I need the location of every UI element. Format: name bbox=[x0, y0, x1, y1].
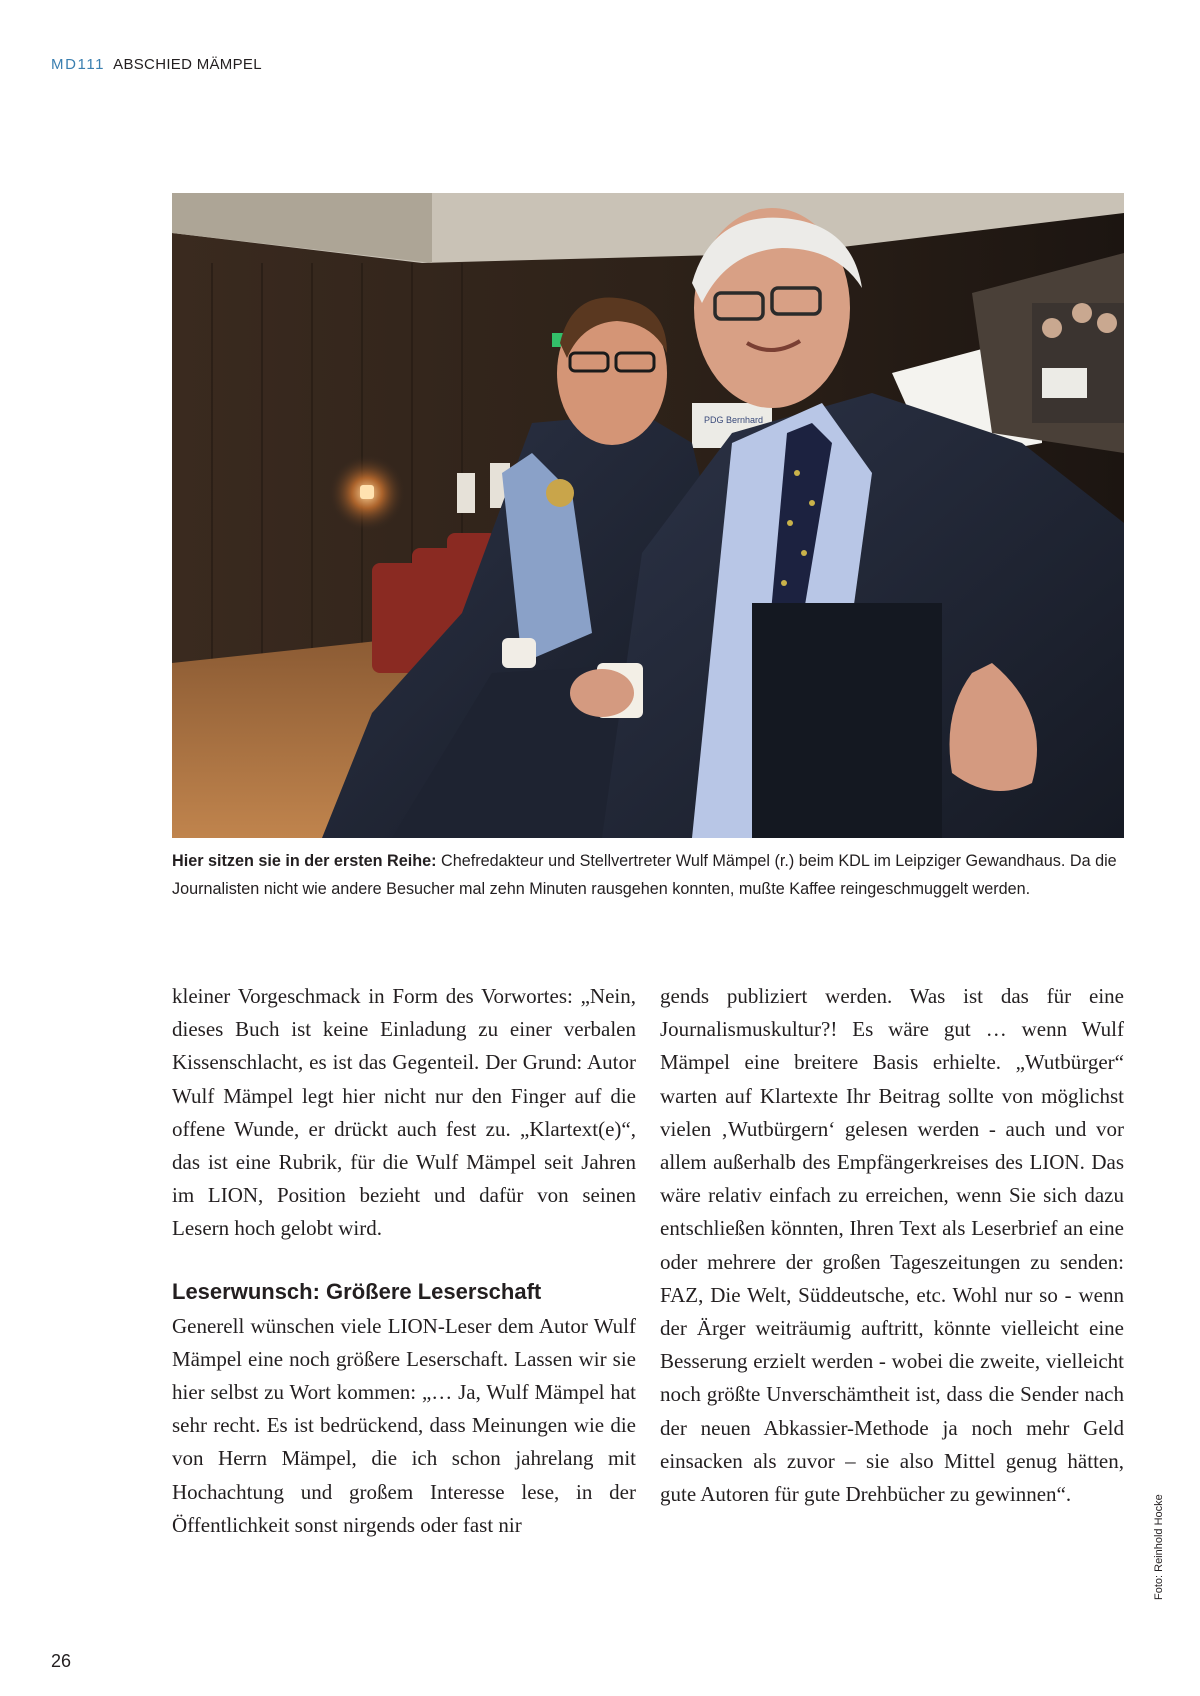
section-title: ABSCHIED MÄMPEL bbox=[113, 56, 262, 73]
article-column-2 bbox=[660, 980, 1124, 1511]
paragraph: Generell wünschen viele LION-Leser dem Autor Wulf Mämpel eine noch größere Leserschaft. Lassen wir sie hier selbst zu Wort kommen: „… Ja, Wulf Mämpel hat sehr recht. Es ist bedrückend, dass Meinungen wie die von Herrn Mämpel, die ich schon jahrelang mit Hochachtung und großem Interesse lese, in der Öffentlichkeit sonst nirgends oder fast nir bbox=[172, 1313, 636, 1537]
photo-illustration bbox=[172, 193, 1124, 838]
photo-caption bbox=[172, 847, 1132, 903]
page-number: 26 bbox=[51, 1651, 72, 1671]
caption-lead: Hier sitzen sie in der ersten Reihe: bbox=[172, 852, 437, 870]
subheading: Leserwunsch: Größere Leserschaft bbox=[172, 1278, 542, 1304]
running-header bbox=[51, 56, 262, 73]
photo-credit: Foto: Reinhold Hocke bbox=[1153, 1494, 1165, 1600]
paragraph: kleiner Vorgeschmack in Form des Vorwortes: „Nein, dieses Buch ist keine Einladung zu einer verbalen Kissenschlacht, es ist das Gegenteil. Der Grund: Autor Wulf Mämpel legt hier nicht nur den Finger auf die offene Wunde, er drückt auch fest zu. „Klartext(e)“, das ist eine Rubrik, für die Wulf Mämpel seit Jahren im LION, Position bezieht und dafür von seinen Lesern hoch gelobt wird. bbox=[172, 984, 636, 1241]
caption-text: Chefredakteur und Stellvertreter Wulf Mämpel (r.) beim KDL im Leipziger Gewandhaus. Da die Journalisten nicht wie andere Besucher mal zehn Minuten rausgehen konnten, mußte Kaffee reingeschmuggelt werden. bbox=[172, 852, 1117, 898]
issue-code: MD111 bbox=[51, 56, 106, 73]
paragraph: gends publiziert werden. Was ist das für eine Journalismuskultur?! Es wäre gut … wenn Wulf Mämpel eine breitere Basis erhielte. „Wutbürger“ warten auf Klartexte Ihr Beitrag sollte von möglichst vielen ‚Wutbürgern‘ gelesen werden - auch und vor allem außerhalb des Empfängerkreises des LION. Das wäre relativ einfach zu erreichen, wenn Sie sich dazu entschließen könnten, Ihren Text als Leserbrief an eine oder mehrere der großen Tageszeitungen zu senden: FAZ, Die Welt, Süddeutsche, etc. Wohl nur so - wenn der Ärger weiträumig auftritt, könnte vielleicht eine Besserung erzielt werden - wobei die zweite, vielleicht noch größte Unverschämtheit ist, dass die Sender nach der neuen Abkassier-Methode ja noch mehr Geld einsacken als zuvor – sie also Mittel genug hätten, gute Autoren für gute Drehbücher zu gewinnen“. bbox=[660, 984, 1124, 1507]
seat-sign-text: PDG Bernhard bbox=[704, 415, 764, 425]
article-photo bbox=[172, 193, 1124, 838]
article-column-1 bbox=[172, 980, 636, 1542]
